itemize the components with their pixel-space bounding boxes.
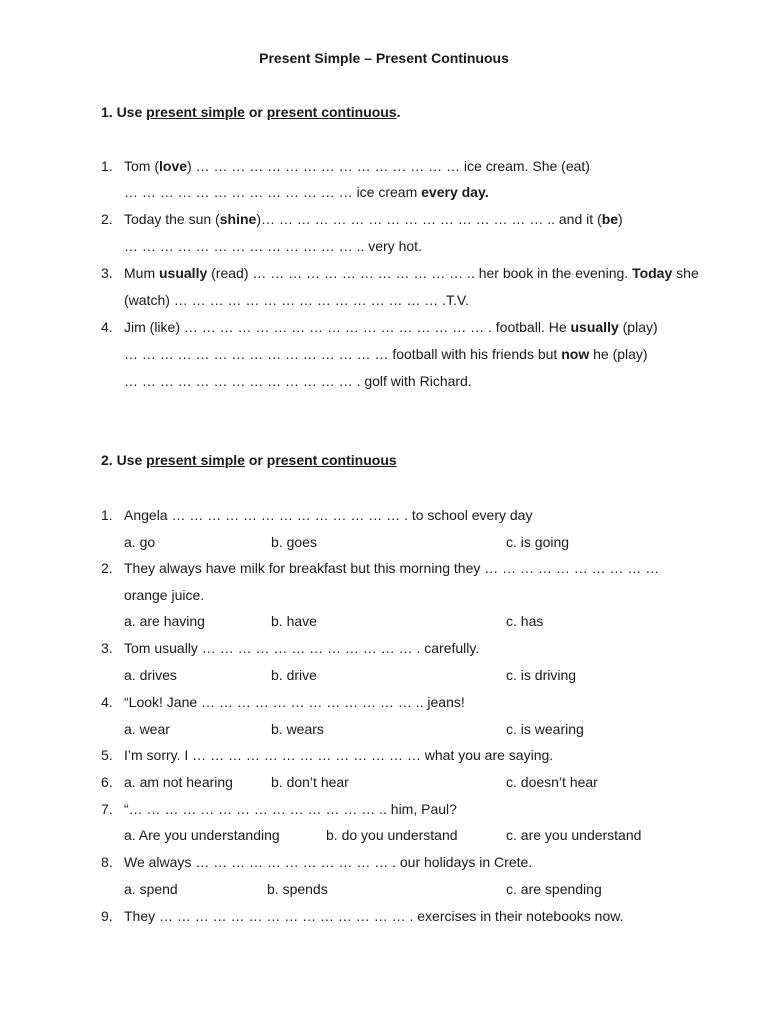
item-number: 4. bbox=[101, 319, 113, 335]
question-text: Tom usually … … … … … … … … … … … … . carefully. bbox=[124, 640, 480, 656]
heading-text: 1. Use bbox=[101, 104, 147, 120]
question-text: They … … … … … … … … … … … … … … . exercises in their notebooks now. bbox=[124, 908, 624, 924]
option-a: a. am not hearing bbox=[124, 774, 233, 790]
heading-underlined: present continuous bbox=[266, 104, 397, 120]
option-c: c. are spending bbox=[506, 881, 602, 897]
option-b: b. do you understand bbox=[326, 827, 458, 843]
question-text: Angela … … … … … … … … … … … … … . to school every day bbox=[124, 507, 533, 523]
item-line bbox=[124, 184, 489, 200]
item-line bbox=[124, 211, 623, 227]
option-c: c. doesn’t hear bbox=[506, 774, 598, 790]
item-number: 4. bbox=[101, 694, 113, 710]
text: … … … … … … … … … … … … … ice cream bbox=[124, 184, 422, 200]
item-number: 7. bbox=[101, 801, 113, 817]
item-line bbox=[124, 319, 658, 335]
option-a: a. go bbox=[124, 534, 156, 550]
text: )… … … … … … … … … … … … … … … … .. and it ( bbox=[256, 211, 602, 227]
heading-text: 2. Use bbox=[101, 452, 147, 468]
heading-underlined: resent continuous bbox=[275, 452, 397, 468]
option-b: b. spends bbox=[267, 881, 328, 897]
bold-text: now bbox=[561, 346, 590, 362]
item-number: 1. bbox=[101, 158, 113, 174]
item-number: 8. bbox=[101, 854, 113, 870]
item-line bbox=[124, 265, 699, 281]
option-c: c. are you understand bbox=[506, 827, 642, 843]
option-a: a. Are you understanding bbox=[124, 827, 280, 843]
item-number: 3. bbox=[101, 265, 113, 281]
text: Today the sun ( bbox=[124, 211, 220, 227]
option-a: a. wear bbox=[124, 721, 170, 737]
item-line bbox=[124, 158, 590, 174]
option-b: b. goes bbox=[271, 534, 317, 550]
item-number: 2. bbox=[101, 211, 113, 227]
text: (play) bbox=[618, 319, 658, 335]
item-number: 1. bbox=[101, 507, 113, 523]
heading-underlined: present simple bbox=[146, 452, 245, 468]
bold-text: shine bbox=[219, 211, 257, 227]
text: Tom ( bbox=[124, 158, 159, 174]
question-text: I’m sorry. I … … … … … … … … … … … … … what you are saying. bbox=[124, 747, 554, 763]
item-line bbox=[124, 346, 648, 362]
section-1-heading bbox=[101, 104, 401, 120]
option-c: c. has bbox=[506, 613, 544, 629]
option-b: b. drive bbox=[271, 667, 317, 683]
page-title: Present Simple – Present Continuous bbox=[259, 50, 509, 66]
text: … … … … … … … … … … … … … … … football with his friends but bbox=[124, 346, 562, 362]
option-b: b. have bbox=[271, 613, 317, 629]
bold-text: every day. bbox=[421, 184, 489, 200]
option-c: c. is driving bbox=[506, 667, 577, 683]
item-line: … … … … … … … … … … … … … . golf with Richard. bbox=[124, 373, 472, 389]
text: Jim (like) … … … … … … … … … … … … … … … … … . football. He bbox=[124, 319, 571, 335]
bold-text: Today bbox=[632, 265, 673, 281]
bold-text: love bbox=[159, 158, 188, 174]
option-c: c. is going bbox=[506, 534, 570, 550]
heading-text: or bbox=[244, 104, 267, 120]
heading-text: . bbox=[396, 104, 401, 120]
bold-text: usually bbox=[570, 319, 619, 335]
item-line: … … … … … … … … … … … … … .. very hot. bbox=[124, 238, 422, 254]
section-2-heading bbox=[101, 452, 397, 468]
question-text: We always … … … … … … … … … … … . our holidays in Crete. bbox=[124, 854, 533, 870]
text: he (play) bbox=[589, 346, 648, 362]
question-text: “… … … … … … … … … … … … … … .. him, Paul? bbox=[124, 801, 457, 817]
question-text: They always have milk for breakfast but this morning they … … … … … … … … … … bbox=[124, 560, 660, 576]
text: ) bbox=[618, 211, 623, 227]
bold-text: usually bbox=[159, 265, 208, 281]
bold-text: be bbox=[601, 211, 619, 227]
heading-text: or p bbox=[244, 452, 276, 468]
text: she bbox=[672, 265, 699, 281]
question-text: orange juice. bbox=[124, 587, 205, 603]
item-number: 2. bbox=[101, 560, 113, 576]
item-number: 9. bbox=[101, 908, 113, 924]
option-a: a. spend bbox=[124, 881, 178, 897]
item-line: (watch) … … … … … … … … … … … … … … … .T.V. bbox=[124, 292, 469, 308]
item-number: 6. bbox=[101, 774, 113, 790]
text: Mum bbox=[124, 265, 159, 281]
question-text: “Look! Jane … … … … … … … … … … … … .. jeans! bbox=[124, 694, 465, 710]
option-a: a. drives bbox=[124, 667, 177, 683]
option-b: b. wears bbox=[271, 721, 324, 737]
text: (read) … … … … … … … … … … … … .. her book in the evening. bbox=[207, 265, 633, 281]
option-c: c. is wearing bbox=[506, 721, 584, 737]
option-b: b. don’t hear bbox=[271, 774, 349, 790]
text: ) … … … … … … … … … … … … … … … ice cream. She (eat) bbox=[187, 158, 590, 174]
option-a: a. are having bbox=[124, 613, 205, 629]
item-number: 5. bbox=[101, 747, 113, 763]
item-number: 3. bbox=[101, 640, 113, 656]
heading-underlined: present simple bbox=[146, 104, 245, 120]
